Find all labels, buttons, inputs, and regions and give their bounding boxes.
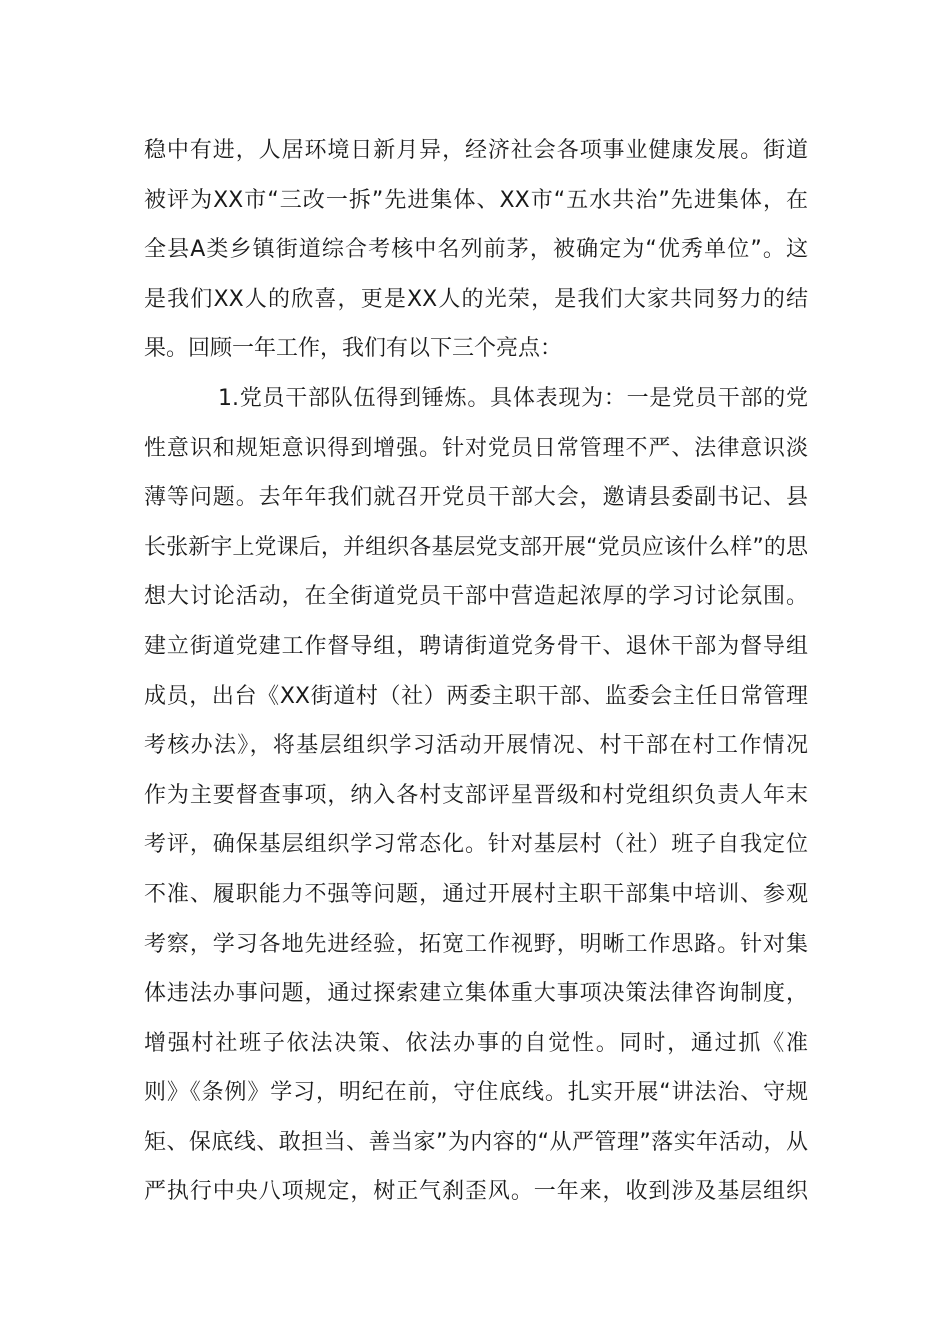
text-line: 不准、履职能力不强等问题，通过开展村主职干部集中培训、参观 bbox=[144, 881, 808, 907]
text-line: 体违法办事问题，通过探索建立集体重大事项决策法律咨询制度， bbox=[144, 981, 808, 1007]
text-line: 矩、保底线、敢担当、善当家”为内容的“从严管理”落实年活动，从 bbox=[144, 1129, 808, 1155]
text-line: 是我们XX人的欣喜，更是XX人的光荣，是我们大家共同努力的结 bbox=[144, 286, 808, 312]
paragraph-end-line: 果。回顾一年工作，我们有以下三个亮点： bbox=[144, 336, 563, 362]
text-line: 考察，学习各地先进经验，拓宽工作视野，明晰工作思路。针对集 bbox=[144, 931, 808, 957]
text-line: 增强村社班子依法决策、依法办事的自觉性。同时，通过抓《准 bbox=[144, 1030, 808, 1056]
text-line: 全县A类乡镇街道综合考核中名列前茅，被确定为“优秀单位”。这 bbox=[144, 237, 808, 263]
text-line: 性意识和规矩意识得到增强。针对党员日常管理不严、法律意识淡 bbox=[144, 435, 808, 461]
body-text bbox=[144, 126, 808, 1217]
section-heading-line: 1.党员干部队伍得到锤炼。具体表现为：一是党员干部的党 bbox=[218, 385, 808, 411]
text-line: 建立街道党建工作督导组，聘请街道党务骨干、退休干部为督导组 bbox=[144, 633, 808, 659]
text-line: 被评为XX市“三改一拆”先进集体、XX市“五水共治”先进集体，在 bbox=[144, 187, 808, 213]
text-line: 成员，出台《XX街道村（社）两委主职干部、监委会主任日常管理 bbox=[144, 683, 808, 709]
text-line: 考核办法》，将基层组织学习活动开展情况、村干部在村工作情况 bbox=[144, 733, 808, 759]
text-line: 考评，确保基层组织学习常态化。针对基层村（社）班子自我定位 bbox=[144, 832, 808, 858]
text-line: 薄等问题。去年年我们就召开党员干部大会，邀请县委副书记、县 bbox=[144, 485, 808, 511]
text-line: 想大讨论活动，在全街道党员干部中营造起浓厚的学习讨论氛围。 bbox=[144, 584, 808, 610]
text-line: 则》《条例》学习，明纪在前，守住底线。扎实开展“讲法治、守规 bbox=[144, 1080, 808, 1106]
text-line: 严执行中央八项规定，树正气刹歪风。一年来，收到涉及基层组织 bbox=[144, 1179, 808, 1205]
text-line: 作为主要督查事项，纳入各村支部评星晋级和村党组织负责人年末 bbox=[144, 782, 808, 808]
text-line: 长张新宇上党课后，并组织各基层党支部开展“党员应该什么样”的思 bbox=[144, 534, 808, 560]
text-line: 稳中有进，人居环境日新月异，经济社会各项事业健康发展。街道 bbox=[144, 138, 808, 163]
